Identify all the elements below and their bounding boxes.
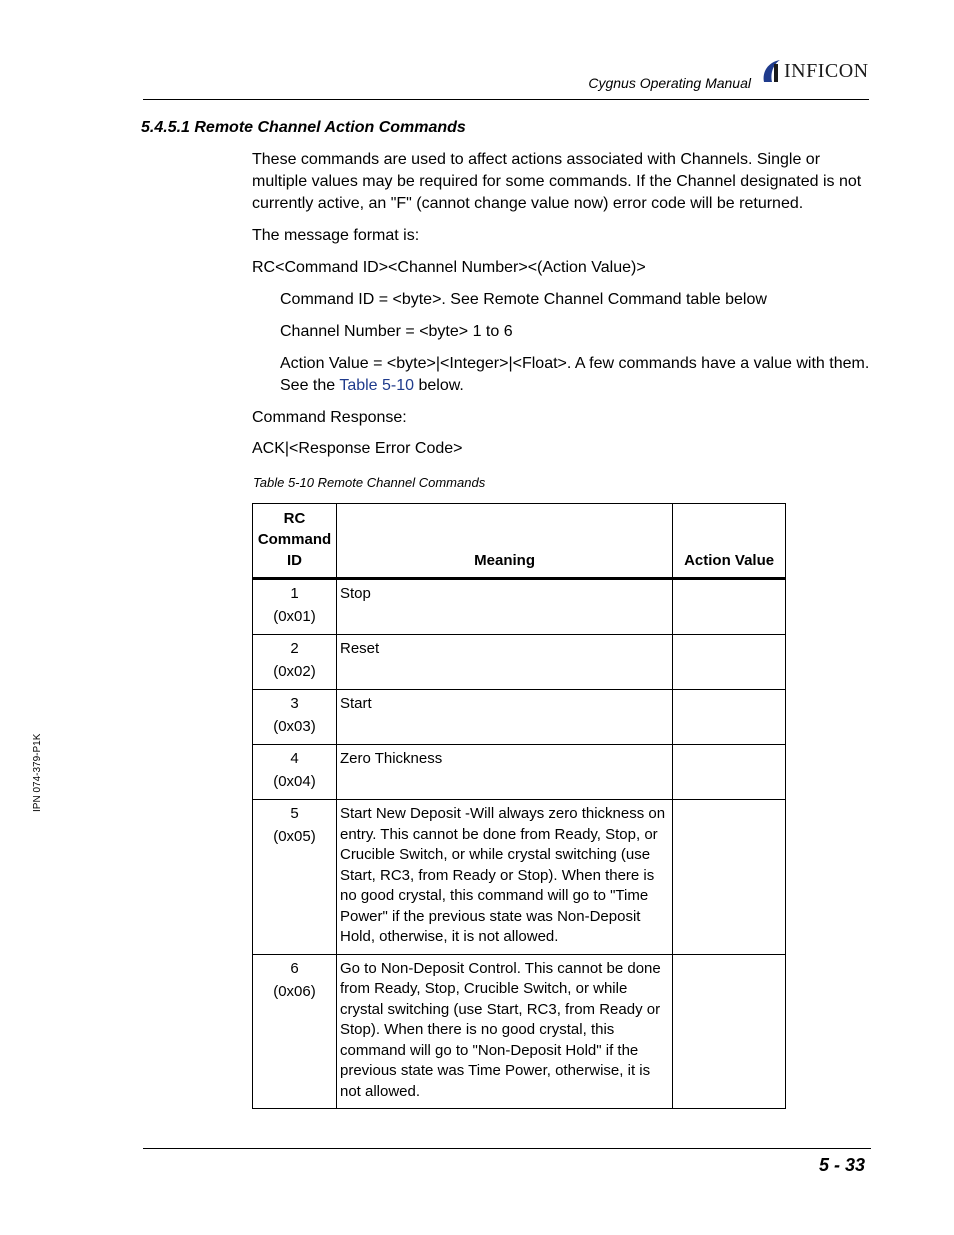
command-id: 1 [290, 585, 299, 602]
command-id-description: Command ID = <byte>. See Remote Channel Command table below [280, 291, 767, 308]
table-reference-link[interactable]: Table 5-10 [339, 377, 415, 394]
command-id-cell [253, 954, 337, 1109]
meaning-cell: Go to Non-Deposit Control. This cannot be done from Ready, Stop, Crucible Switch, or while crystal switching (use Start, RC3, from Ready or Stop). When there is no good crystal, this command will go to "Non-Deposit Hold" if the previous state was Time Power, otherwise, it is not allowed. [336, 954, 672, 1109]
table-header-row [253, 504, 786, 579]
table-row [253, 635, 786, 690]
page-number: 5 - 33 [818, 1155, 865, 1175]
table-row [253, 745, 786, 800]
meaning-cell: Stop [336, 579, 672, 635]
action-value-cell [673, 800, 786, 955]
command-id: 6 [290, 959, 299, 977]
action-value-description [280, 353, 872, 397]
remote-channel-commands-table [252, 503, 786, 1109]
command-hex: (0x05) [273, 828, 316, 845]
table-row [253, 954, 786, 1109]
response-format: ACK|<Response Error Code> [252, 440, 463, 457]
header-id-line2: Command [257, 531, 332, 548]
meaning-cell: Zero Thickness [336, 745, 672, 800]
header-action-value: Action Value [673, 504, 786, 579]
meaning-cell: Reset [336, 635, 672, 690]
response-label: Command Response: [252, 409, 407, 426]
action-value-cell [673, 954, 786, 1109]
command-hex: (0x03) [273, 718, 316, 735]
command-id: 2 [290, 640, 299, 657]
table-row [253, 690, 786, 745]
command-id-cell [253, 800, 337, 955]
command-hex: (0x06) [273, 982, 316, 1000]
meaning-cell: Start New Deposit -Will always zero thickness on entry. This cannot be done from Ready, Stop, or Crucible Switch, or while crystal switching (use Start, RC3, from Ready or Stop). When there is no good crystal, this command will go to "Time Power" if the previous state was Non-Deposit Hold, otherwise, it is not allowed. [336, 800, 672, 955]
table-caption: Table 5-10 Remote Channel Commands [253, 475, 486, 490]
document-code: IPN 074-379-P1K [32, 733, 43, 812]
header-divider [143, 99, 869, 100]
command-hex: (0x02) [273, 663, 316, 680]
section-heading: 5.4.5.1 Remote Channel Action Commands [141, 119, 466, 136]
header-rc-command-id [253, 504, 337, 579]
action-value-text: Action Value = <byte>|<Integer>|<Float>. A few commands have a value with them. See the [280, 355, 870, 394]
message-format: RC<Command ID><Channel Number><(Action Value)> [252, 259, 646, 276]
action-value-cell [673, 579, 786, 635]
action-value-cell [673, 745, 786, 800]
command-id-cell [253, 635, 337, 690]
table-row [253, 800, 786, 955]
meaning-cell: Start [336, 690, 672, 745]
action-value-text-end: below. [418, 377, 464, 394]
command-hex: (0x04) [273, 773, 316, 790]
command-id: 3 [290, 695, 299, 712]
command-id: 5 [290, 805, 299, 822]
command-hex: (0x01) [273, 608, 316, 625]
manual-title: Cygnus Operating Manual [588, 75, 751, 91]
format-label: The message format is: [252, 227, 420, 244]
table-row [253, 579, 786, 635]
intro-paragraph: These commands are used to affect actions associated with Channels. Single or multiple values may be required for some commands. If the Channel designated is not currently active, an "F" (cannot change value now) error code will be returned. [252, 151, 862, 212]
command-id: 4 [290, 750, 299, 767]
header-id-line1: RC [283, 510, 306, 527]
header-meaning: Meaning [336, 504, 672, 579]
header-id-line3: ID [286, 552, 302, 569]
command-id-cell [253, 690, 337, 745]
action-value-cell [673, 635, 786, 690]
channel-number-description: Channel Number = <byte> 1 to 6 [280, 323, 513, 340]
inficon-logo-icon [760, 58, 784, 84]
inficon-logo [760, 58, 872, 84]
command-id-cell [253, 579, 337, 635]
logo-text: INFICON [784, 60, 869, 82]
footer-divider [143, 1148, 871, 1149]
command-id-cell [253, 745, 337, 800]
action-value-cell [673, 690, 786, 745]
